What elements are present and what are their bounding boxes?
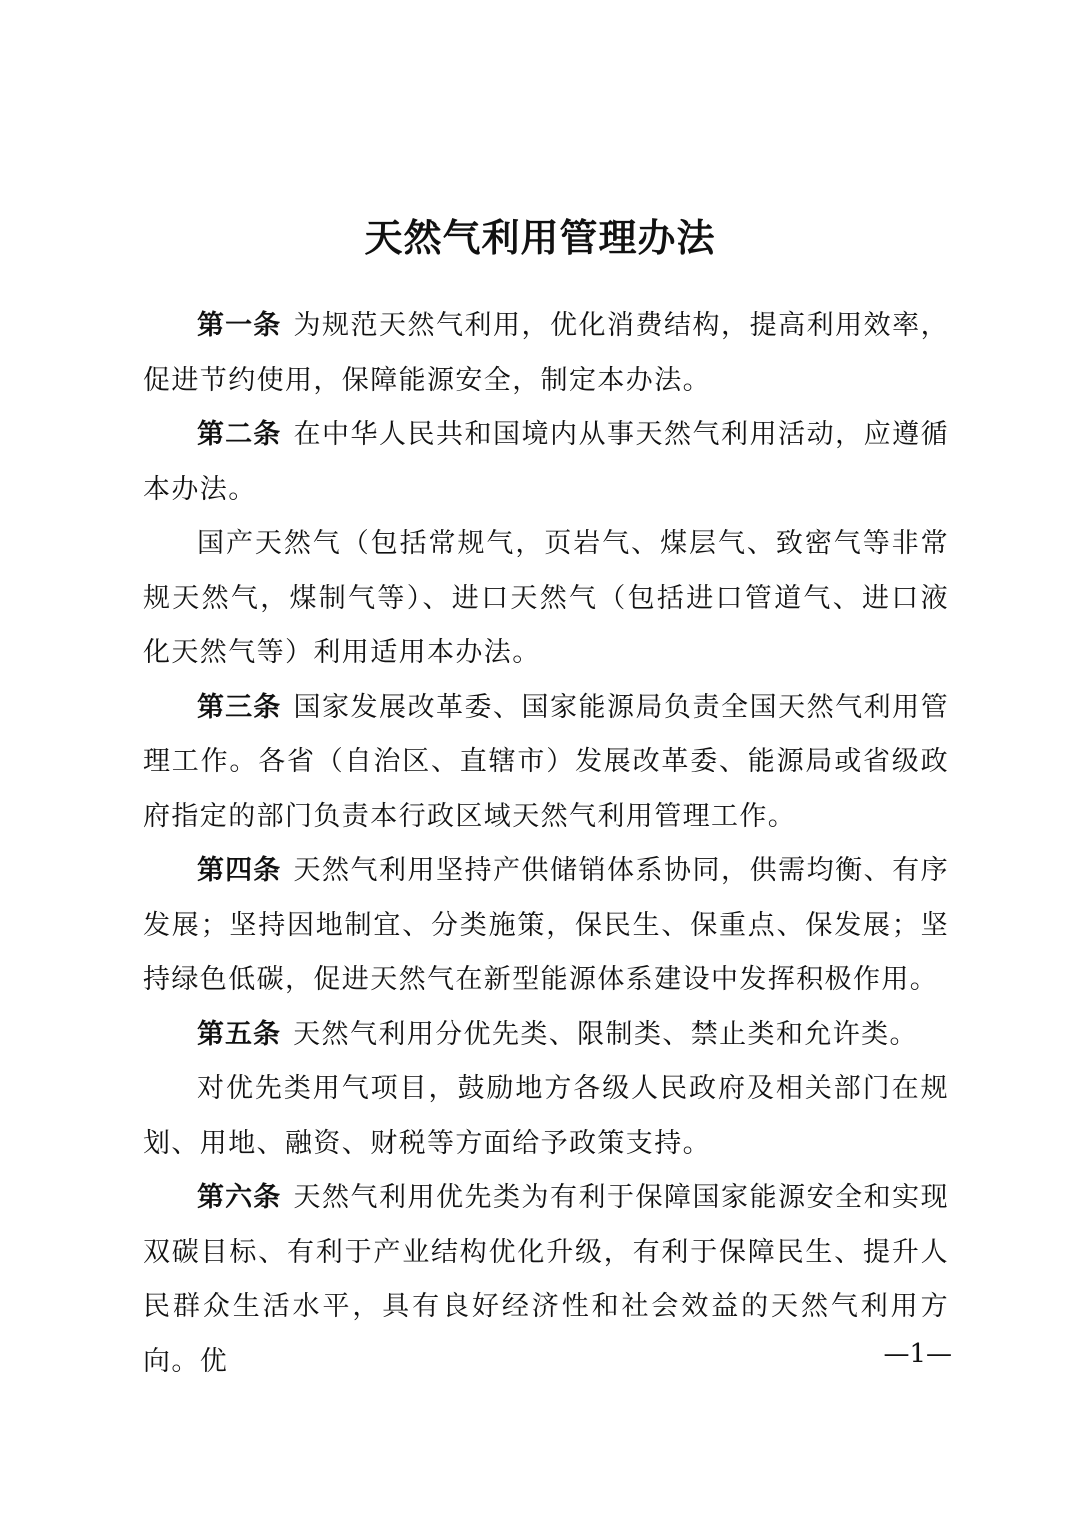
article-label: 第四条: [197, 855, 282, 886]
article-text: 对优先类用气项目，鼓励地方各级人民政府及相关部门在规划、用地、融资、财税等方面给予政策支持。: [143, 1073, 949, 1159]
article-5-clause: [143, 1062, 949, 1171]
article-6: [143, 1171, 949, 1389]
article-text: 天然气利用坚持产供储销体系协同，供需均衡、有序发展；坚持因地制宜、分类施策，保民生、保重点、保发展；坚持绿色低碳，促进天然气在新型能源体系建设中发挥积极作用。: [143, 855, 950, 995]
article-1: [143, 299, 949, 408]
article-label: 第一条: [197, 310, 282, 341]
article-3: [143, 681, 949, 845]
document-title: 天然气利用管理办法: [364, 215, 716, 261]
article-text: 在中华人民共和国境内从事天然气利用活动，应遵循本办法。: [143, 419, 950, 505]
article-text: 天然气利用分优先类、限制类、禁止类和允许类。: [293, 1018, 918, 1050]
article-label: 第五条: [197, 1018, 281, 1050]
article-text: 国家发展改革委、国家能源局负责全国天然气利用管理工作。各省（自治区、直辖市）发展改革委、能源局或省级政府指定的部门负责本行政区域天然气利用管理工作。: [143, 691, 950, 832]
article-label: 第三条: [197, 691, 282, 723]
article-4: [143, 844, 949, 1008]
article-text: 国产天然气（包括常规气，页岩气、煤层气、致密气等非常规天然气，煤制气等）、进口天然气（包括进口管道气、进口液化天然气等）利用适用本办法。: [143, 528, 949, 668]
article-text: 天然气利用优先类为有利于保障国家能源安全和实现双碳目标、有利于产业结构优化升级，有利于保障民生、提升人民群众生活水平，具有良好经济性和社会效益的天然气利用方向。优: [143, 1182, 950, 1377]
document-body: [143, 299, 949, 1389]
article-2-clause: [143, 517, 949, 681]
article-label: 第六条: [197, 1182, 282, 1213]
article-5: [143, 1008, 949, 1063]
article-label: 第二条: [197, 419, 282, 450]
article-text: 为规范天然气利用，优化消费结构，提高利用效率，促进节约使用，保障能源安全，制定本办法。: [143, 310, 950, 396]
article-2: [143, 408, 949, 517]
page-number: —1—: [883, 1339, 952, 1369]
